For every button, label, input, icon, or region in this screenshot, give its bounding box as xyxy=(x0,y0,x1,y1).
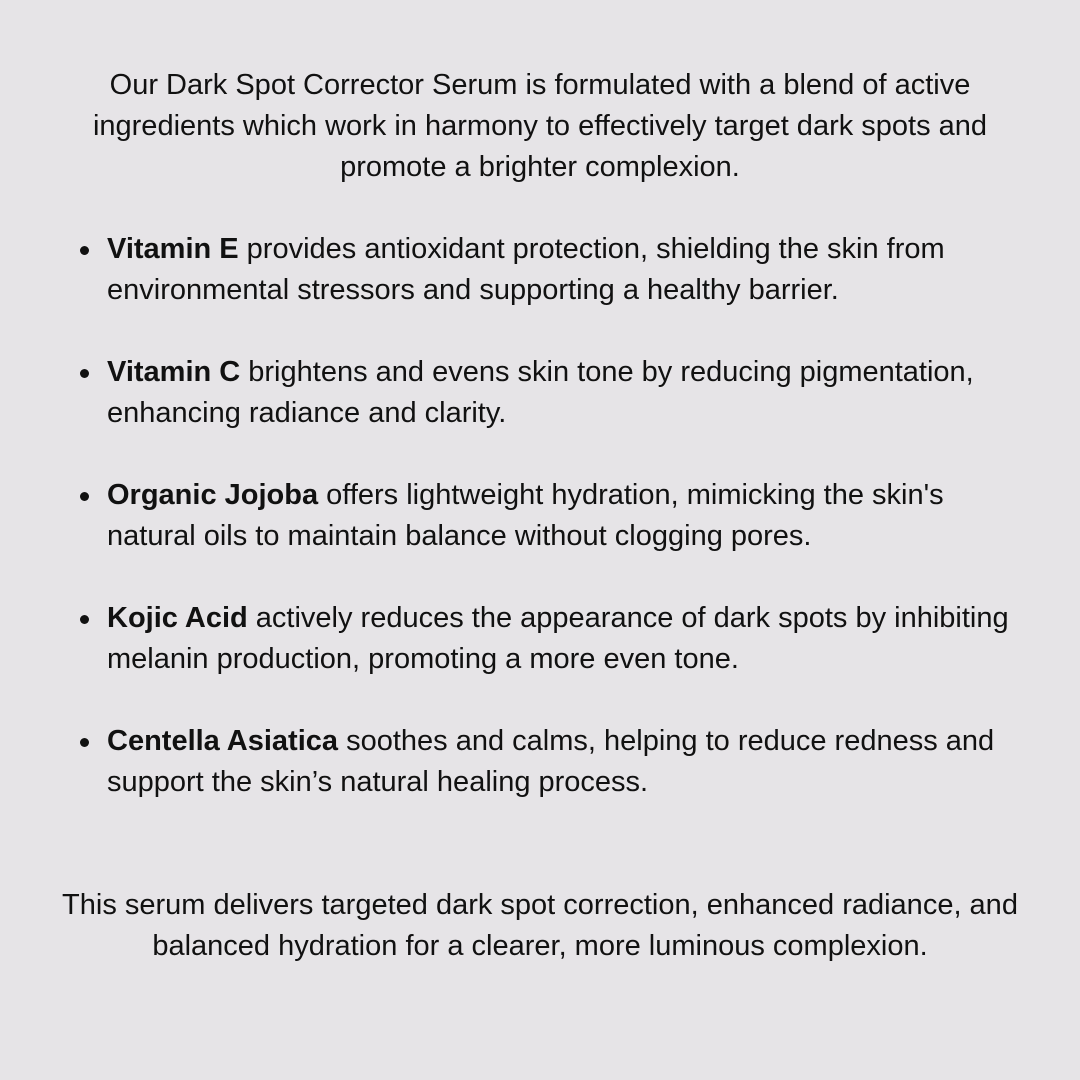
ingredient-name: Kojic Acid xyxy=(107,602,248,634)
bullet-icon xyxy=(80,246,89,255)
bullet-icon xyxy=(80,492,89,501)
outro-paragraph: This serum delivers targeted dark spot correction, enhanced radiance, and balanced hydration for a clearer, more luminous complexion. xyxy=(62,889,1018,962)
ingredient-name: Centella Asiatica xyxy=(107,725,339,757)
list-item xyxy=(0,229,1027,311)
list-item xyxy=(0,475,1027,557)
intro-paragraph: Our Dark Spot Corrector Serum is formulated with a blend of active ingredients which work in harmony to effectively target dark spots and promote a brighter complexion. xyxy=(92,69,988,183)
ingredient-name: Organic Jojoba xyxy=(107,479,319,511)
bullet-icon xyxy=(80,615,89,624)
list-item xyxy=(0,721,1027,803)
ingredient-name: Vitamin E xyxy=(107,233,239,265)
list-item xyxy=(0,598,1027,680)
list-item xyxy=(0,352,1027,434)
ingredient-name: Vitamin C xyxy=(107,356,241,388)
ingredient-description: actively reduces the appearance of dark spots by inhibiting melanin production, promoting a more even tone. xyxy=(107,602,1009,675)
bullet-icon xyxy=(80,738,89,747)
ingredient-description: offers lightweight hydration, mimicking the skin's natural oils to maintain balance without clogging pores. xyxy=(107,479,944,552)
ingredient-list xyxy=(0,229,1080,844)
ingredient-description: soothes and calms, helping to reduce redness and support the skin’s natural healing process. xyxy=(107,725,995,798)
bullet-icon xyxy=(80,369,89,378)
ingredient-description: brightens and evens skin tone by reducing pigmentation, enhancing radiance and clarity. xyxy=(107,356,974,429)
ingredient-description: provides antioxidant protection, shielding the skin from environmental stressors and supporting a healthy barrier. xyxy=(107,233,945,306)
